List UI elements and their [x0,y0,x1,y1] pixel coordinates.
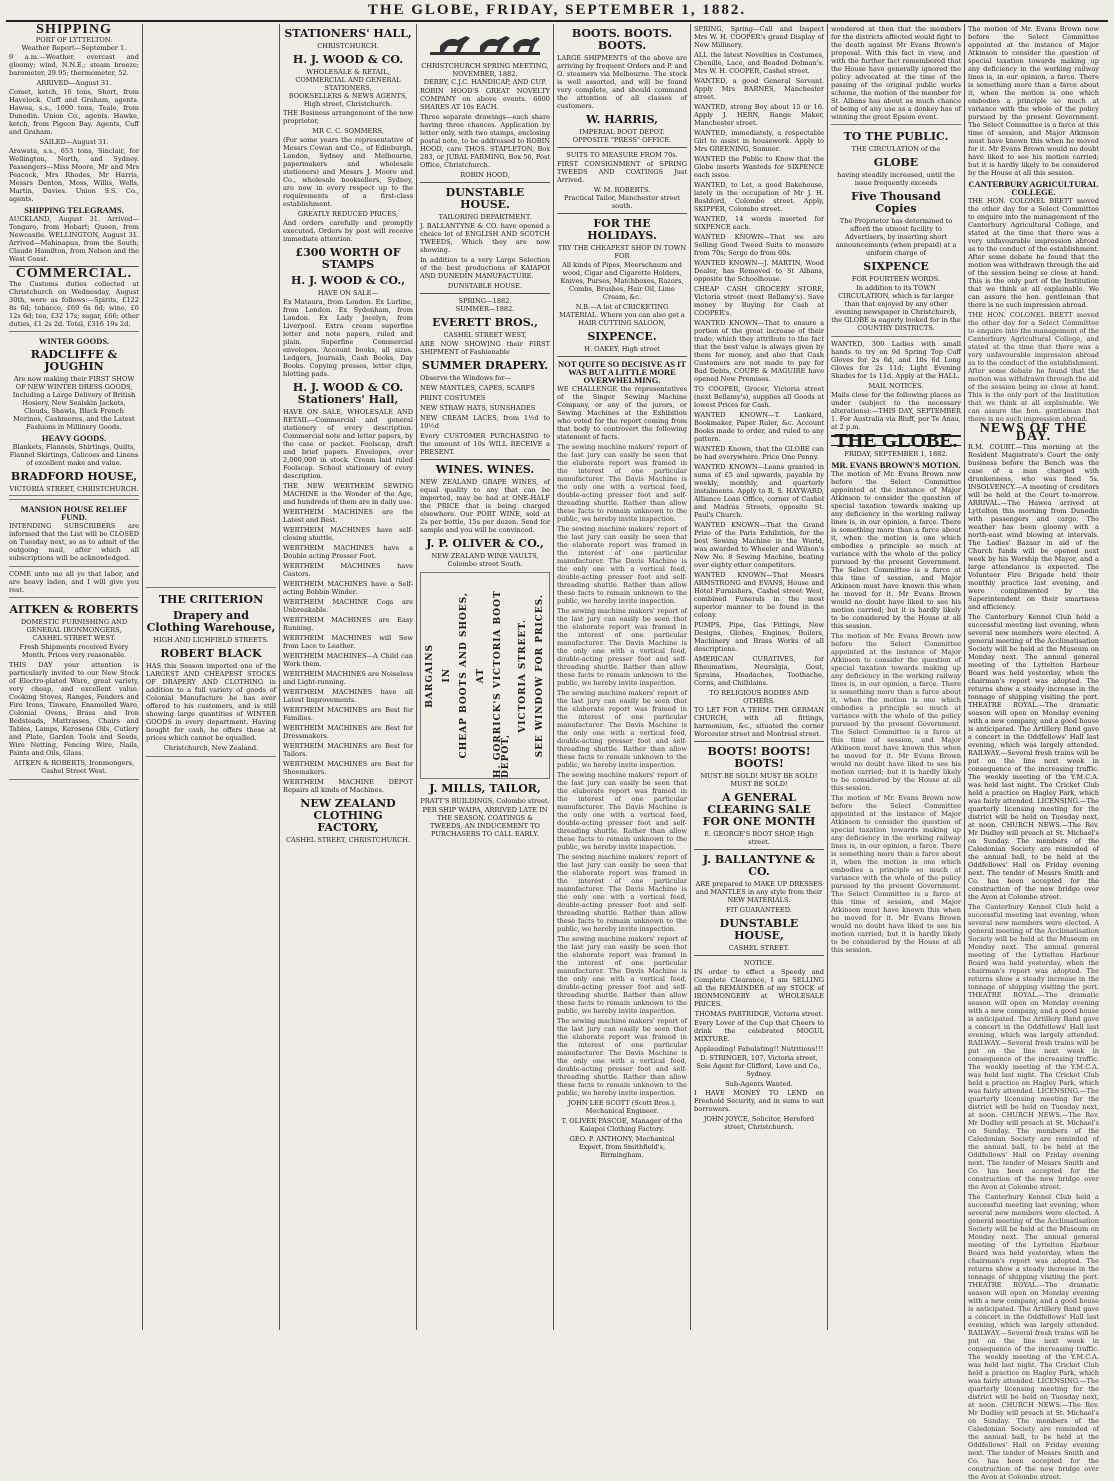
wertheim-item: WERTHEIM MACHINES are Noiseless and Light-running. [283,670,413,686]
challenge-text: WE CHALLENGE the representatives of the Singer Sewing Machine Company, or any of the jurors, or Sewing Machines at the Exhibition who voted for the report coming from that body to controvert the following statement of facts. [557,385,687,441]
cheapest-text: All kinds of Pipes, Meerschaum and wood, Cigar and Cigarette Holders, Knives, Purses, Matchboxes, Razors, Combs, Brushes, Hair Oil, Lime Cream, &c. [560,261,684,301]
mills-text: PER SHIP WAIPA, ARRIVED LATE IN THE SEASON. COATINGS & TWEEDS, AN INDUCEMENT TO PURCHASERS TO CALL EARLY. [422,806,548,838]
wanted-item: WANTED KNOWN—Loans granted in sums of £5 and upwards, payable by weekly, monthly, and quarterly instalments. Apply to R. S. HAYWARD, Alliance Loan Office, corner of Cashel and Madras Streets, opposite St. Paul's Church. [694,463,824,519]
machine-text-continued-4: The sewing machine makers' report of the last jury can easily be seen that the elaborate report was framed in the interest of one particular manufacturer. The Davis Machine is the only one with a vertical feed, double-acting presser foot and self-threading shuttle. Rather than allow these facts to remain unknown to the public, we hereby invite inspection. [557,771,687,851]
oliver-address: Colombo street South. [447,560,523,568]
wanted-item: WANTED KNOWN—That we are Selling Good Tweed Suits to measure from 70s; Serge do from 60s. [694,233,824,257]
sailed-text: Arawata, s.s., 653 tons, Sinclair, for Wellington, North, and Sydney. Passengers—Miss Moore, Mr and Mrs Peacock, Mrs Rhodes, Mr Harris, Messrs Denton, Moss, Willis, Wells, Martin, Davies. Union S.S. Co., agents. [9,147,139,203]
wanted-item: TO COOPER, Grocer, Victoria street (next Bellamy's), supplies all Goods at lowest Prices for Cash. [694,385,824,409]
machine-text-continued-2: The sewing machine makers' report of the last jury can easily be seen that the elaborate report was framed in the interest of one particular manufacturer. The Davis Machine is the only one with a vertical feed, double-acting presser foot and self-threading shuttle. Rather than allow these facts to remain unknown to the public, we hereby invite inspection. [557,607,687,687]
public-text-2: having steadily increased, until the issue frequently exceeds [837,171,955,187]
wanted-item: WANTED KNOWN—T. Lankard, Bookmaker, Paper Ruler, &c. Account Books made to order, and ruled to any pattern. [694,411,824,443]
wertheim-item: WERTHEIM MACHINES are Best for Dressmakers. [283,724,413,740]
commercial-heading: COMMERCIAL. [15,266,133,281]
mills-name: J. MILLS, TAILOR, [429,782,541,795]
public-text: THE CIRCULATION of the [851,145,941,153]
stationers-hall-2: H. J. WOOD & CO. Stationers' Hall, [292,381,404,406]
wanted-item: WANTED KNOWN—That to ensure a portion of the great increase of their trade, which they attribute to the fact that the best value is always given by them for money, and also that Cash Customers are not made to pay for Bad Debts, COUPE & MAGUIRE have opened New Premises. [694,319,824,383]
divider [420,293,550,294]
tailoring-subheading: TAILORING DEPARTMENT. [438,213,532,221]
everett-address: CASHEL STREET WEST, [443,331,527,339]
aitken-list: THIS DAY your attention is particularly invited to our New Stock of Electro-plated Ware, great variety, very cheap, and excellent value. Cooking Stoves, Ranges, Fenders and Fire Irons, Tinware, Enamelled Ware, Colonial Ovens, Brass and Iron Bedsteads, Mattrasses, Chairs and Tables, Lamps, Kerosene Oils, Cutlery and Plate, Garden Tools and Seeds, Wire Netting, Fencing Wire, Nails, Paints and Oils, Glass. [9,661,139,757]
wertheim-item: WERTHEIM MACHINES are the Latest and Best. [283,508,413,524]
column-6 [691,24,828,1330]
applauding-text: Applauding! Fabulating!! Nutritious!!! [694,1045,824,1053]
reduced-text: And orders carefully and promptly executed. Orders by post will receive immediate attention. [283,219,413,243]
wanted-item: ALL the latest Novelties in Costumes, Chenille, Lace, and Beaded Dolman's. Mrs W. H. COOPER, Cashel street. [694,51,824,75]
aitken-name: AITKEN & ROBERTS [9,603,139,616]
radcliffe-name: RADCLIFFE & JOUGHIN [30,348,118,373]
motion-text-continued-3: The motion of Mr. Evans Brown now before the Select Committee appointed at the instance of Major Atkinson to consider the question of special taxation towards making up any deficiency in the working railway lines is, in our opinion, a farce. There is something more than a farce about it, when the motion is one which embodies a principle so much at variance with the whole of the policy pursued by the present Government. The Select Committee is a farce at this time of session, and Major Atkinson must have known this when he moved for it. Mr Evans Brown would no doubt have liked to see his motion carried; but it is hardly likely to be considered by the House at all this session. [968,25,1099,177]
wanted-list [694,25,824,653]
vertical-ad-line: BARGAINS [424,643,435,708]
notice-text: IN order to effect a Speedy and Complete Clearance, I am SELLING all the REMAINDER of my STOCK of IRONMONGERY at WHOLESALE PRICES. [694,968,824,1008]
machine-text-continued-7: The sewing machine makers' report of the last jury can easily be seen that the elaborate report was framed in the interest of one particular manufacturer. The Davis Machine is the only one with a vertical feed, double-acting presser foot and self-threading shuttle. Rather than allow these facts to remain unknown to the public, we hereby invite inspection. [557,1017,687,1097]
business-intro: THE Business arrangement of the new proprietor, [283,109,413,125]
harris-subtitle: IMPERIAL BOOT DEPOT. [579,128,665,136]
wanted-item: WANTED Known, that the GLOBE can be had everywhere. Price One Penny. [694,445,824,461]
divider [420,182,550,183]
agricultural-text-continued: THE HON. COLONEL BRETT moved the other day for a Select Committee to enquire into the management of the Canterbury Agricultural College, and stated at the time that there was a very unfavourable impression abroad as to the conduct of the establishment. After some debate he found that the motion was withdrawn through the aid of the session being so close at hand. This is the only part of the Institution that we think at all explainable. We can assure the hon. gentleman that there is no such impression abroad. [968,311,1099,423]
wanted-item: WANTED, a good General Servant. Apply Mrs BARNES, Manchester street. [694,77,824,101]
everett-list [420,384,550,430]
wertheim-item: WERTHEIM MACHINE DEPOT Repairs all kinds of Machines. [283,778,413,794]
news-continued: The Canterbury Kennel Club held a successful meeting last evening, when several new members were elected. A general meeting of the Acclimatisation Society will be held at the Museum on Monday next. The annual general meeting of the Lyttelton Harbour Board was held yesterday, when the chairman's report was adopted. The returns show a steady increase in the tonnage of shipping visiting the port. THEATRE ROYAL.—The dramatic season will open on Monday evening with a new company, and a good house is anticipated. The Artillery Band gave a concert in the Oddfellows' Hall last evening, which was largely attended. RAILWAY.—Several fresh trains will be put on the line next week in consequence of the increasing traffic. The weekly meeting of the Y.M.C.A. was held last night. The Cricket Club held a practice on Hagley Park, which was fairly attended. LICENSING.—The quarterly licensing meeting for the district will be held on Tuesday next, at noon. CHURCH NEWS.—The Rev. Mr Dudley will preach at St. Michael's on Sunday. The members of the Caledonian Society are reminded of the annual ball, to be held at the Oddfellows' Hall on Friday evening next. The tender of Messrs Smith and Co. has been accepted for the construction of the new bridge over the Avon at Colombo street. [968,613,1099,901]
column-3 [280,24,417,1330]
stationers-heading: STATIONERS' HALL, [284,27,412,40]
have-on-sale: HAVE ON SALE— [317,289,379,297]
sommers-name: MR C. C. SOMMERS, [312,127,384,135]
machine-text-continued: The sewing machine makers' report of the last jury can easily be seen that the elaborate report was framed in the interest of one particular manufacturer. The Davis Machine is the only one with a vertical feed, double-acting presser foot and self-threading shuttle. Rather than allow these facts to remain unknown to the public, we hereby invite inspection. [557,525,687,605]
arrived-text: Comet, ketch, 16 tons, Short, from Havelock. Cuff and Graham, agents. Hawea, s.s., 1000 tons, Teale, from Dunedin. Union Co., agents. Hawke, ketch, from Pigeon Bay. Agents, Cuff and Graham. [9,88,139,136]
globe-date: FRIDAY, SEPTEMBER 1, 1882. [844,450,948,458]
cheapest-heading: TRY THE CHEAPEST SHOP IN TOWN FOR [557,244,687,260]
wertheim-item: WERTHEIM MACHINES have Castors. [283,562,413,578]
partridge-name: THOMAS PARTRIDGE, Victoria street. [694,1010,824,1018]
hjwood-subtitle: WHOLESALE & RETAIL, COMMERCIAL AND GENERAL STATIONERS, [295,68,401,92]
wanted-item: WANTED KNOWN—J. MARTIN, Wood Dealer, has Removed to St Albans, opposite the Schoolhouse. [694,259,824,283]
agricultural-text: THE HON. COLONEL BRETT moved the other day for a Select Committee to enquire into the management of the Canterbury Agricultural College, and stated at the time that there was a very unfavourable impression abroad as to the conduct of the establishment. After some debate he found that the motion was withdrawn through the aid of the session being so close at hand. This is the only part of the Institution that we think at all explainable. We can assure the hon. gentleman that there is no such impression abroad. [968,197,1099,309]
weather-text: 9 a.m.—Weather, overcast and gloomy; wind, N.N.E.; steam breeze; barometer, 29.95; thermometer, 52. [9,53,139,77]
column-2-blank-space [146,24,276,584]
vertical-ad-line: VICTORIA STREET. [518,618,529,733]
heavy-text: Blankets, Flannels, Shirtings, Quilts, Flannel Skirtings, Calicoes and Linens of excellent make and value. [9,443,139,467]
wertheim-item: WERTHEIM MACHINE Cogs are Unbreakable. [283,598,413,614]
fourteen-words: FOR FOURTEEN WORDS. [851,275,941,283]
sailed-heading: SAILED—August 31. [39,138,109,146]
must-be-sold: MUST BE SOLD! MUST BE SOLD! MUST BE SOLD! [700,772,818,788]
mansion-text: INTENDING SUBSCRIBERS are informed that the List will be CLOSED on Tuesday next, so as to admit of the outgoing mail, after which all subscriptions will be acknowledged. [9,522,139,562]
columns [6,22,1108,1481]
telegrams-heading: SHIPPING TELEGRAMS. [24,205,124,215]
reduced-prices: GREATLY REDUCED PRICES, [297,210,399,218]
divider [557,356,687,357]
to-let-text: TO LET FOR A TERM. THE GERMAN CHURCH, with all fittings, harmonium, &c., situated the corner Worcester street and Montreal street. [694,706,824,738]
wanted-item: SPRING, Spring—Call and Inspect Mrs W. H. COOPER's grand Display of New Millinery. [694,25,824,49]
joyce-name: JOHN JOYCE, Solicitor, Hereford street, Christchurch. [703,1115,815,1131]
machine-text-continued-5: The sewing machine makers' report of the last jury can easily be seen that the elaborate report was framed in the interest of one particular manufacturer. The Davis Machine is the only one with a vertical feed, double-acting presser foot and self-threading shuttle. Rather than allow these facts to remain unknown to the public, we hereby invite inspection. [557,853,687,933]
suits-heading: SUITS TO MEASURE FROM 70s. [566,151,678,159]
suits-text: FIRST CONSIGNMENT of SPRING TWEEDS AND COATINGS Just Arrived. [557,160,687,184]
news-text: R.M. COURT.—This morning at the Resident Magistrate's Court the only business before the Bench was the case of a man charged with drunkenness, who was fined 5s. INSOLVENCY.—A meeting of creditors will be held at the Court to-morrow. ARRIVAL.—The Hawea arrived at Lyttelton this morning from Dunedin with passengers and cargo. The weather has been gloomy with a north-east wind blowing at intervals. The Ladies' Bazaar in aid of the Church funds will be opened next week by his Worship the Mayor, and a large attendance is expected. The Volunteer Fire Brigade held their monthly practice last evening, and were complimented by the Superintendent on their smartness and efficiency. [968,443,1099,611]
wertheim-item: WERTHEIM MACHINES are Best for Families. [283,706,413,722]
summer-drapery: SUMMER DRAPERY. [421,359,549,372]
heavy-heading: HEAVY GOODS. [41,433,107,443]
criterion-subtitle: Drapery and Clothing Warehouse, [146,609,276,634]
wertheim-title: THE NEW WERTHEIM SEWING MACHINE is the Wonder of the Age, and hundreds of them are in daily use. [283,482,413,506]
bradford-address: VICTORIA STREET, CHRISTCHURCH. [9,485,139,493]
boots-heading-2: BOOTS! BOOTS! BOOTS! [707,745,811,770]
wertheim-item: WERTHEIM MACHINES have a Double acting Presser Foot. [283,544,413,560]
criterion-address: HIGH AND LICHFIELD STREETS. [153,636,269,644]
agricultural-heading: CANTERBURY AGRICULTURAL COLLEGE. [968,179,1099,197]
boots-text: LARGE SHIPMENTS of the above are arriving by frequent Orders and P. and O. steamers via Melbourne. The stock is well assorted, and will be found very complete, and should command the attention of all classes of customers. [557,54,687,110]
ballantyne-dresses: J. BALLANTYNE & CO. [702,853,816,878]
everett-item: NEW STRAW HATS, SUNSHADES [420,404,536,412]
everett-name: EVERETT BROS., [432,316,538,329]
dunstable-signature: DUNSTABLE HOUSE. [447,282,523,290]
wanted-item: WANTED, to Let, a good Bakehouse, lately in the occupation of Mr J. H. Bashford, Colombo street. Apply, SKIPPER, Colombo street. [694,181,824,213]
summer-1882: SUMMER—1882. [455,305,515,313]
public-text-3: The Proprietor has determined to afford the utmost facility to Advertisers, by inserting short announcements (when prepaid) at a uniform charge of [835,217,957,257]
column-1 [6,24,143,1330]
vertical-ad-line: CHEAP BOOTS AND SHOES, [458,592,469,759]
weather-heading: Weather Report—September 1. [21,44,127,52]
wanted-item: CHEAP CASH GROCERY STORE, Victoria street (next Bellamy's). Save money by Buying for Cash at COOPER's. [694,285,824,317]
mogul-text: Every Lover of the Cup that Cheers to drink the celebrated MOGUL MIXTURE. [694,1019,824,1043]
globe-word: GLOBE [873,156,919,169]
anthony-signature: GEO. P. ANTHONY, Mechanical Expert, from Smithfield's, Birmingham. [569,1135,675,1159]
fit-guaranteed: FIT GUARANTEED. [726,906,792,914]
port-heading: PORT OF LYTTELTON. [35,36,113,44]
everett-text: ARE NOW SHOWING their FIRST SHIPMENT of Fashionable [420,340,550,356]
nz-clothing-address: CASHEL STREET, CHRISTCHURCH. [286,836,410,844]
mansion-heading: MANSION HOUSE RELIEF FUND. [20,504,128,522]
motion-text-continued: The motion of Mr. Evans Brown now before the Select Committee appointed at the instance of Major Atkinson to consider the question of special taxation towards making up any deficiency in the working railway lines is, in our opinion, a farce. There is something more than a farce about it, when the motion is one which embodies a principle so much at variance with the whole of the policy pursued by the present Government. The Select Committee is a farce at this time of session, and Major Atkinson must have known this when he moved for it. Mr Evans Brown would no doubt have liked to see his motion carried; but it is hardly likely to be considered by the House at all this session. [831,632,961,792]
come-unto-text: COME unto me all ye that labor, and are heavy laden, and I will give you rest. [9,570,139,594]
wanted-item: WANTED KNOWN—That the Grand Prize of the Paris Exhibition, for the best Sewing Machine in the World, was awarded to Wheeler and Wilson's New No. 8 Sewing Machine, beating over eighty other competitors. [694,521,824,569]
wanted-item: WANTED, strong Boy about 15 or 16. Apply J. HERN, Range Maker, Manchester street. [694,103,824,127]
stamps-heading: £300 WORTH OF STAMPS [295,246,401,271]
stringer-text: D. STRINGER, 107, Victoria street, Sole Agent for Clifford, Love and Co., Sydney. [696,1054,822,1078]
globe-title: THE GLOBE. [831,435,961,446]
stationers-city: CHRISTCHURCH. [317,42,379,50]
religious-heading: TO RELIGIOUS BODIES AND OTHERS. [709,689,809,705]
roberts-name: W. M. ROBERTS. [593,186,651,194]
everett-item: NEW CREAM LACES, from 1½d to 10½d [420,414,550,430]
machine-text: The sewing machine makers' report of the last jury can easily be seen that the elaborate report was framed in the interest of one particular manufacturer. The Davis Machine is the only one with a vertical feed, double-acting presser foot and self-threading shuttle. Rather than allow these facts to remain unknown to the public, we hereby invite inspection. [557,443,687,523]
sixpence-notice: SIXPENCE [863,260,929,273]
wanted-item: WANTED, immediately, a respectable Girl to assist in housework. Apply to Mrs GREENING, Sumner. [694,129,824,153]
vertical-ad-line: AT [475,667,486,684]
motion-heading: MR. EVANS BROWN'S MOTION. [831,460,961,470]
bradford-name: BRADFORD HOUSE, [10,470,138,483]
ballantyne-text: In addition to a very Large Selection of the best productions of KAIAPOI AND DUNEDIN MANUFACTURE. [420,256,550,280]
wertheim-item: WERTHEIM MACHINES will Sew from Lace to Leather. [283,634,413,650]
dresses-text: ARE prepared to MAKE UP DRESSES and MANTLES in any style from their NEW MATERIALS. [695,880,823,904]
wanted-item: WANTED KNOWN—That Messrs ARMSTRONG and EVANS, House and Hotel Furnishers, Cashel street West, combined Funerals in the most superior manner to be found in the colony. [694,571,824,619]
vertical-ad-line: H. GORRICK'S VICTORIA BOOT DEPOT, [493,590,512,778]
holidays-heading: FOR THE HOLIDAYS. [587,217,657,242]
harris-address: OPPOSITE "PRESS" OFFICE. [572,136,672,144]
wertheim-item: WERTHEIM MACHINES are Easy Running. [283,616,413,632]
notice-heading: NOTICE. [743,959,775,967]
vertical-ad-line: IN [441,668,452,683]
editorial-intro: wondered at then that the members for the districts affected would fight to the death against Mr Evans Brown's proposal. With this fact in view, and with the further fact remembered that the House have generally ignored the policy advocated at the time of the passing of the original public works scheme, the motion of the member for St. Albans has about as much chance of being of any use as a donkey has of winning the great Epsom event. [831,25,961,121]
mills-address: PRATT'S BUILDINGS, Colombo street. [420,797,550,805]
boots-vertical-ad [420,572,550,779]
aitken-subtitle: DOMESTIC FURNISHING AND GENERAL IRONMONGERS, [20,618,128,634]
robin-hood-signature: ROBIN HOOD, [460,171,510,179]
public-text-4: In addition to its TOWN CIRCULATION, which is far larger than that enjoyed by any other evening newspaper in Christchurch, the GLOBE is eagerly looked for in the COUNTRY DISTRICTS. [831,284,961,332]
wertheim-item: WERTHEIM MACHINES have self-closing shuttle. [283,526,413,542]
wines-text: NEW ZEALAND GRAPE WINES, of equal quality to any that can be imported, may be had at ONE-HALF the PRICE that is being charged elsewhere. Our PORT WINE, sold at 2s per bottle, 15s per dozen. Send for sample and you will be convinced. [420,478,550,534]
derby-heading: DERBY, C.J.C. HANDICAP, AND CUP. [423,78,547,86]
dunstable-address-2: CASHEL STREET. [728,944,790,952]
winter-goods-ad [9,331,139,496]
sale-text: Ex Mataura, from London. Ex Lurline, from London. Ex Sydenham, from London. Ex Lady Jocelyn, from Liverpool. Extra cream superfine letter and note papers, ruled and plain. Superfine Commercial envelopes. Account books, all sizes. Ledgers, Journals, Cash Books, Day Books. Copying presses, letter clips, blotting pads. [283,298,413,378]
column-8 [965,24,1102,1481]
wines-heading: WINES. WINES. [435,463,535,476]
aitken-text: Fresh Shipments received Every Month. Prices very reasonable. [19,643,129,659]
ladies-wanted: WANTED, 300 Ladies with small hands to try on 9d Spring Top Cuff Gloves for 2s 6d, and 10s 6d Long Gloves for 2s 11d; Light Evening Shades for 1s 11d. Apply at the HALL. [831,340,961,380]
vertical-ad-line: SEE WINDOW FOR PRICES. [535,593,546,758]
public-notice [831,124,961,337]
divider [557,213,687,214]
public-heading: TO THE PUBLIC. [843,130,949,143]
mail-text: Mails close for the following places as under (subject to the necessary alterations):—THIS DAY, SEPTEMBER 1. For Australia via Bluff, per Te Anau, at 2 p.m. [831,391,961,431]
wertheim-item: WERTHEIM MACHINES are Best for Shoemakers. [283,760,413,776]
robin-hood-text: Three separate drawings—each share having three chances. Application by letter only, with two stamps, enclosing postal note, to be addressed to ROBIN HOOD, care THOS. STAPLETON, Box 283, or JUBAL FARMING, Box 56, Post Office, Christchurch. [420,113,550,169]
hjwood-name: H. J. WOOD & CO. [292,53,404,66]
news-continued-2: The Canterbury Kennel Club held a successful meeting last evening, when several new members were elected. A general meeting of the Acclimatisation Society will be held at the Museum on Monday next. The annual general meeting of the Lyttelton Harbour Board was held yesterday, when the chairman's report was adopted. The returns show a steady increase in the tonnage of shipping visiting the port. THEATRE ROYAL.—The dramatic season will open on Monday evening with a new company, and a good house is anticipated. The Artillery Band gave a concert in the Oddfellows' Hall last evening, which was largely attended. RAILWAY.—Several fresh trains will be put on the line next week in consequence of the increasing traffic. The weekly meeting of the Y.M.C.A. was held last night. The Cricket Club held a practice on Hagley Park, which was fairly attended. LICENSING.—The quarterly licensing meeting for the district will be held on Tuesday next, at noon. CHURCH NEWS.—The Rev. Mr Dudley will preach at St. Michael's on Sunday. The members of the Caledonian Society are reminded of the annual ball, to be held at the Oddfellows' Hall on Friday evening next. The tender of Messrs Smith and Co. has been accepted for the construction of the new bridge over the Avon at Colombo street. [968,903,1099,1191]
georges-name: E. GEORGE'S BOOT SHOP, High street. [704,830,814,846]
not-quite-heading: NOT QUITE SO DECISIVE AS IT WAS BUT A LITTLE MORE OVERWHELMING. [557,359,687,385]
clearing-sale: A GENERAL CLEARING SALE FOR ONE MONTH [702,791,816,828]
wertheim-item: WERTHEIM MACHINES have a Self-acting Bobbin Winder. [283,580,413,596]
american-curatives: AMERICAN CURATIVES, for Rheumatism, Neuralgia, Gout, Sprains, Headaches, Toothache, Corns, and Chilblains. [694,655,824,687]
sub-agents: Sub-Agents Wanted. [725,1080,793,1088]
machine-text-continued-6: The sewing machine makers' report of the last jury can easily be seen that the elaborate report was framed in the interest of one particular manufacturer. The Davis Machine is the only one with a vertical feed, double-acting presser foot and self-threading shuttle. Rather than allow these facts to remain unknown to the public, we hereby invite inspection. [557,935,687,1015]
davis-signature: JOHN LEE SCOTT (Scott Bros.), Mechanical Engineer. [567,1099,676,1115]
column-2 [143,24,280,1330]
nz-clothing-name: NEW ZEALAND CLOTHING FACTORY, [300,797,396,834]
machine-text-continued-3: The sewing machine makers' report of the last jury can easily be seen that the elaborate report was framed in the interest of one particular manufacturer. The Davis Machine is the only one with a vertical feed, double-acting presser foot and self-threading shuttle. Rather than allow these facts to remain unknown to the public, we hereby invite inspection. [557,689,687,769]
wertheim-item: WERTHEIM MACHINES are Best for Tailors. [283,742,413,758]
radcliffe-text: Are now making their FIRST SHOW OF NEW WINTER DRESS GOODS, Including a Large Delivery of British Hosiery, New Sealskin Jackets, Clouds, Shawls, Black French Merinos, Cashmeres, and the Latest Fashions in Millinery Goods. [12,375,136,431]
robert-text: HAS this Season imported one of the LARGEST AND CHEAPEST STOCKS OF DRAPERY AND CLOTHING in addition to a full variety of goods of Colonial Manufacture he has ever offered to his customers, and is still showing large quantities of WINTER GOODS in every department. Having bought for cash, he offers these at prices which cannot be equalled. [146,662,276,742]
everett-footer: Every CUSTOMER PURCHASING to the amount of 10s WILL RECEIVE a PRESENT. [420,432,550,456]
robin-hood-title: ROBIN HOOD'S GREAT NOVELTY COMPANY on above events. 6000 SHARES AT 10s EACH. [420,87,550,111]
divider [694,955,824,956]
spring-1882: SPRING—1882. [458,297,512,305]
winter-heading: WINTER GOODS. [38,336,110,346]
mail-heading: MAIL NOTICES. [868,382,924,390]
five-thousand-copies: Five Thousand Copies [851,190,941,215]
news-continued-3: The Canterbury Kennel Club held a successful meeting last evening, when several new members were elected. A general meeting of the Acclimatisation Society will be held at the Museum on Monday next. The annual general meeting of the Lyttelton Harbour Board was held yesterday, when the chairman's report was adopted. The returns show a steady increase in the tonnage of shipping visiting the port. THEATRE ROYAL.—The dramatic season will open on Monday evening with a new company, and a good house is anticipated. The Artillery Band gave a concert in the Oddfellows' Hall last evening, which was largely attended. RAILWAY.—Several fresh trains will be put on the line next week in consequence of the increasing traffic. The weekly meeting of the Y.M.C.A. was held last night. The Cricket Club held a practice on Hagley Park, which was fairly attended. LICENSING.—The quarterly licensing meeting for the district will be held on Tuesday next, at noon. CHURCH NEWS.—The Rev. Mr Dudley will preach at St. Michael's on Sunday. The members of the Caledonian Society are reminded of the annual ball, to be held at the Oddfellows' Hall on Friday evening next. The tender of Messrs Smith and Co. has been accepted for the construction of the new bridge over the Avon at Colombo street. [968,1193,1099,1481]
wanted-item: WANTED, 14 words inserted for SIXPENCE each. [694,215,824,231]
dunstable-house-2: DUNSTABLE HOUSE, [719,917,799,942]
news-heading: NEWS OF THE DAY. [979,421,1088,444]
aitken-ad [9,597,139,780]
roberts-address: Practical Tailor, Manchester street south. [563,194,681,210]
divider [694,849,824,850]
wertheim-item: WERTHEIM MACHINES—A Child can Work them. [283,652,413,668]
everett-item: PRINT COSTUMES [420,394,486,402]
divider [694,741,824,742]
mansion-ad [9,499,139,567]
hjwood-have-name: H. J. WOOD & CO., [290,274,406,287]
business-text: (For some years the representative of Messrs Cowan and Co., of Edinburgh, London, Sydney and Melbourne, papermakers and wholesale stationers) and Messrs J. Moore and Co., wholesale booksellers, Sydney, are now in every respect up to the requirements of a first-class establishment. [283,136,413,208]
shipping-heading: SHIPPING [36,22,112,37]
oliver-name: J. P. OLIVER & CO., [426,537,544,550]
aitken-address: CASHEL STREET WEST. [32,634,116,642]
wanted-item: PUMPS, Pipe, Gas Fittings, New Designs, Globes, Engines, Boilers, Machinery and Brass Works of all descriptions. [694,621,824,653]
wertheim-list [283,508,413,794]
aitken-footer: AITKEN & ROBERTS, Ironmongers, Cashel Street West. [13,759,135,775]
boots-heading: BOOTS. BOOTS. BOOTS. [571,27,673,52]
oakey-name: H. OAKEY, High street [584,345,660,353]
ballantyne-title: J. BALLANTYNE & CO. have opened a choice lot of ENGLISH AND SCOTCH TWEEDS, Which they are now showing. [420,222,550,254]
robert-footer: Christchurch, New Zealand. [163,744,259,752]
motion-text-continued-2: The motion of Mr. Evans Brown now before the Select Committee appointed at the instance of Major Atkinson to consider the question of special taxation towards making up any deficiency in the working railway lines is, in our opinion, a farce. There is something more than a farce about it, when the motion is one which embodies a principle so much at variance with the whole of the policy pursued by the present Government. The Select Committee is a farce at this time of session, and Major Atkinson must have known this when he moved for it. Mr Evans Brown would no doubt have liked to see his motion carried; but it is hardly likely to be considered by the House at all this session. [831,794,961,954]
divider [420,459,550,460]
hair-cutting-text: N.B.—A lot of CRICKETING MATERIAL. Where you can also get a HAIR CUTTING SALOON, [559,303,685,327]
harris-name: W. HARRIS, [585,113,659,126]
everett-item: NEW MANTLES, CAPES, SCARFS [420,384,535,392]
racing-horses-icon [425,26,545,60]
sixpence-heading: SIXPENCE. [587,330,657,343]
masthead: THE GLOBE, FRIDAY, SEPTEMBER 1, 1882. [6,0,1108,22]
column-4 [417,24,554,1330]
criterion-ad [146,587,276,757]
motion-text: The motion of Mr. Evans Brown now before the Select Committee appointed at the instance of Major Atkinson to consider the question of special taxation towards making up any deficiency in the working railway lines is, in our opinion, a farce. There is something more than a farce about it, when the motion is one which embodies a principle so much at variance with the whole of the policy pursued by the present Government. The Select Committee is a farce at this time of session, and Major Atkinson must have known this when he moved for it. Mr Evans Brown would no doubt have liked to see his motion carried; but it is hardly likely to be considered by the House at all this session. [831,470,961,630]
telegrams-text: AUCKLAND, August 31. Arrived—Tongaro, from Hobart; Queen, from Newcastle. WELLINGTON, August 31. Arrived—Mahinapua, from the South; Claude Hamilton, from Nelson and the West Coast. [9,215,139,263]
spring-meeting: CHRISTCHURCH SPRING MEETING, NOVEMBER, 1882. [421,62,549,78]
wertheim-item: WERTHEIM MACHINES have all Latest Improvements. [283,688,413,704]
column-7 [828,24,965,1330]
dunstable-heading: DUNSTABLE HOUSE. [445,186,525,211]
hjwood-subtitle-2: BOOKSELLERS & NEWS AGENTS, [288,92,408,100]
money-text: I HAVE MONEY TO LEND on Freehold Security, and in sums to suit borrowers. [694,1089,824,1113]
cochrane-signature: T. OLIVER PASCOE, Manager of the Kaiapoi Clothing Factory. [561,1117,683,1133]
column-5 [554,24,691,1330]
wanted-item: WANTED the Public to Know that the Globe inserts Wanteds for SIXPENCE each issue. [694,155,824,179]
criterion-name: THE CRITERION [158,593,264,606]
robert-black-name: ROBERT BLACK [160,647,262,660]
divider [557,147,687,148]
arrived-heading: ARRIVED—August 31. [36,79,112,87]
observe-text: Observe the Windows for— [420,374,512,382]
oliver-subtitle: NEW ZEALAND WINE VAULTS, [431,552,539,560]
hjwood-address: High street, Christchurch. [303,100,393,108]
commercial-text: The Customs duties collected at Christchurch on Wednesday, August 30th, were as follows:—Spirits, £122 8s 6d; tobacco, £69 6s 6d; wine, £6 12s 6d; tea, £32 17s; sugar, £66; other duties, £1 2s 2d. Total, £316 19s 2d. [9,280,139,328]
hall-text: HAVE ON SALE, WHOLESALE AND RETAIL—Commercial and general stationery of every description. Commercial note and letter papers, by the case or packet. Foolscap, draft and brief papers. Envelopes, over 2,000,000 in stock. Cream laid ruled Foolscap. School stationery of every description. [283,408,413,480]
